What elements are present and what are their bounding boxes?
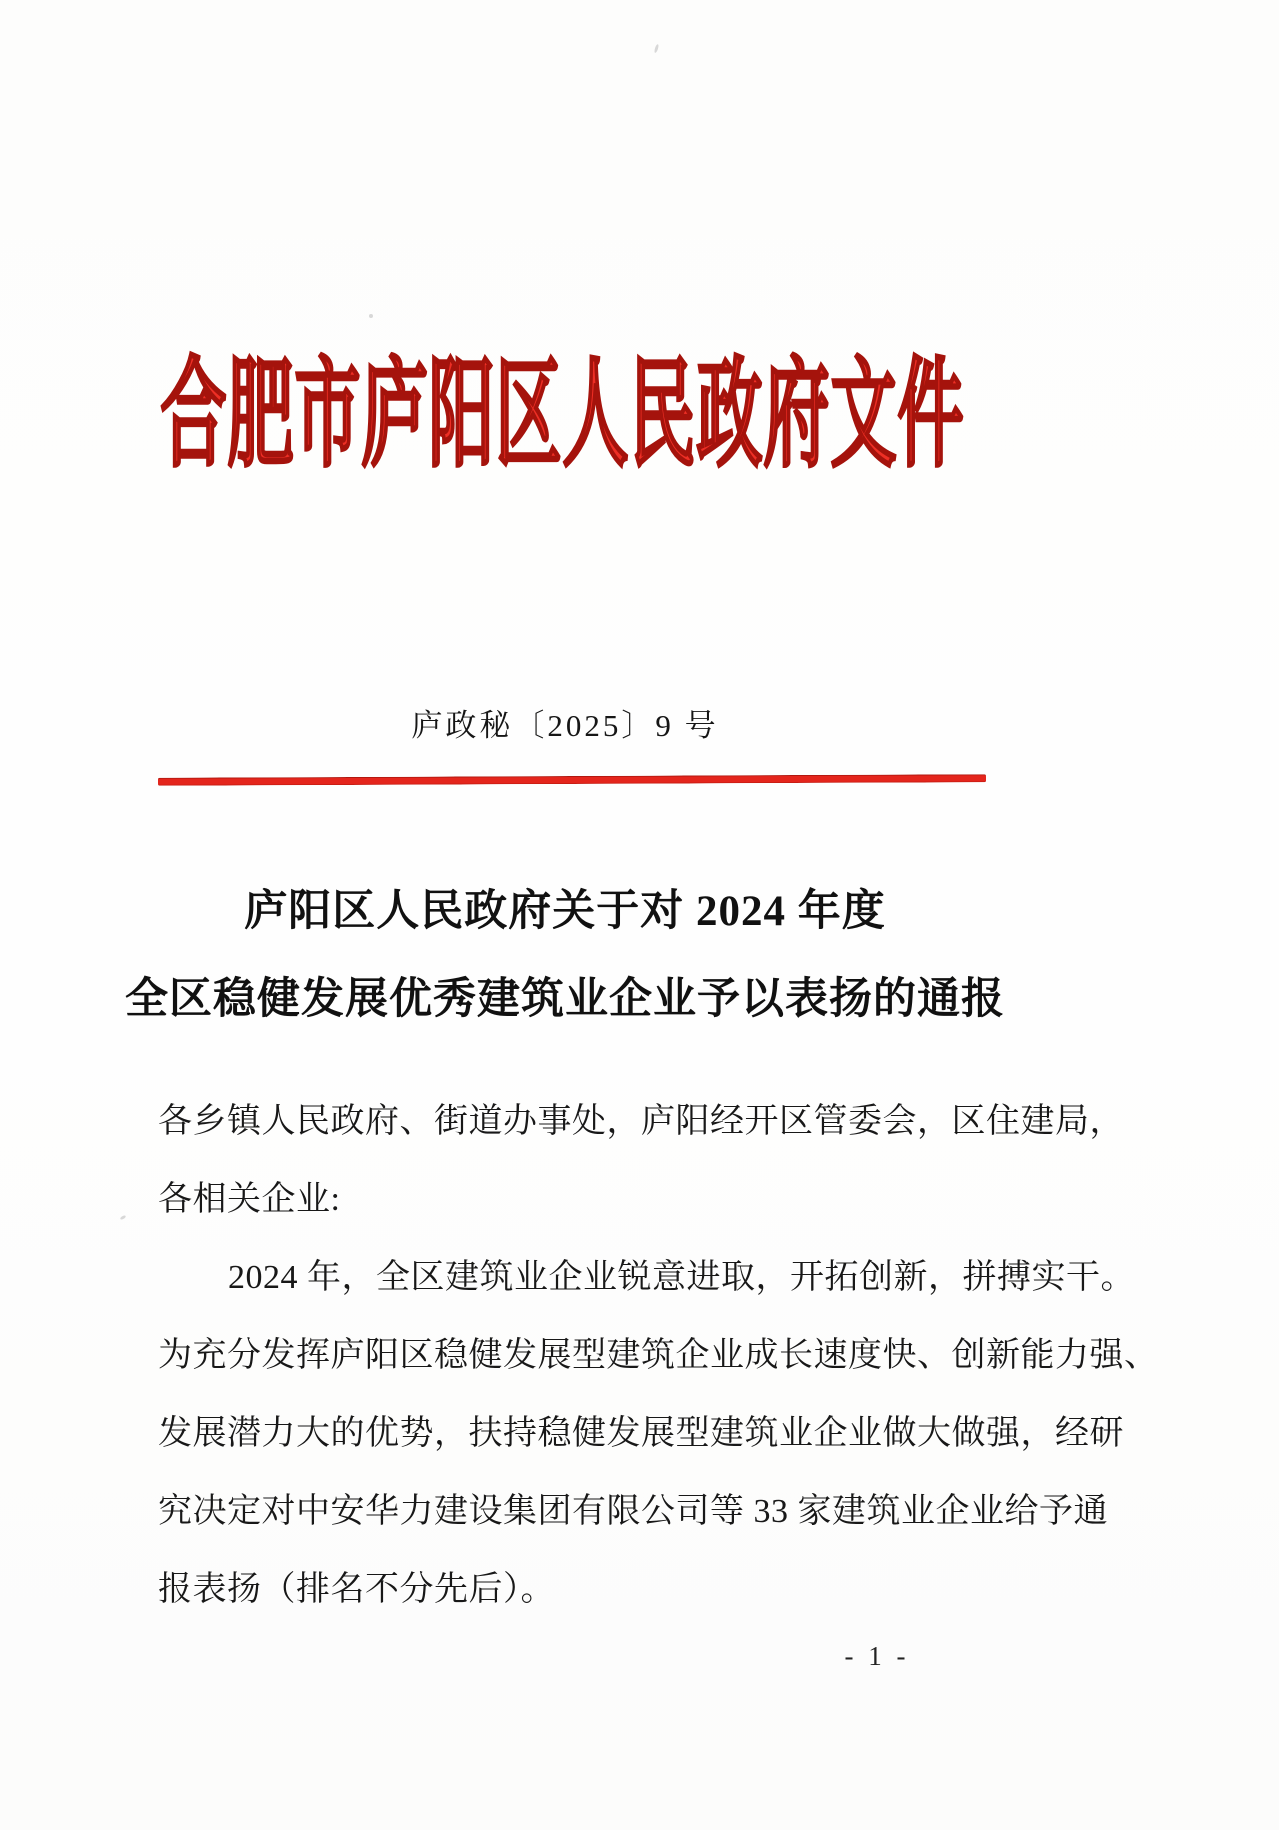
scan-artifact [654, 44, 660, 53]
document-title [120, 868, 1010, 1044]
body-paragraph-line: 究决定对中安华力建设集团有限公司等 33 家建筑业企业给予通 [158, 1493, 1108, 1530]
body-paragraph-line: 为充分发挥庐阳区稳健发展型建筑企业成长速度快、创新能力强、 [158, 1337, 1159, 1374]
scan-artifact [120, 1215, 127, 1221]
masthead-title: 合肥市庐阳区人民政府文件 [160, 350, 965, 482]
page-number: - 1 - [844, 1641, 910, 1671]
document-title-line2: 全区稳健发展优秀建筑业企业予以表扬的通报 [125, 976, 1005, 1023]
document-title-line1: 庐阳区人民政府关于对 2024 年度 [244, 888, 886, 935]
salutation-line: 各乡镇人民政府、街道办事处，庐阳经开区管委会，区住建局， [158, 1103, 1124, 1140]
salutation-line: 各相关企业: [158, 1181, 341, 1218]
body-paragraph-line: 发展潜力大的优势，扶持稳健发展型建筑业企业做大做强，经研 [158, 1415, 1124, 1452]
body-paragraph-line: 报表扬（排名不分先后）。 [158, 1571, 555, 1608]
document-number: 庐政秘〔2025〕9 号 [411, 708, 719, 743]
red-divider-rule [158, 774, 986, 786]
body-paragraph-line: 2024 年，全区建筑业企业锐意进取，开拓创新，拼搏实干。 [228, 1259, 1135, 1296]
document-body [158, 1092, 1159, 1638]
